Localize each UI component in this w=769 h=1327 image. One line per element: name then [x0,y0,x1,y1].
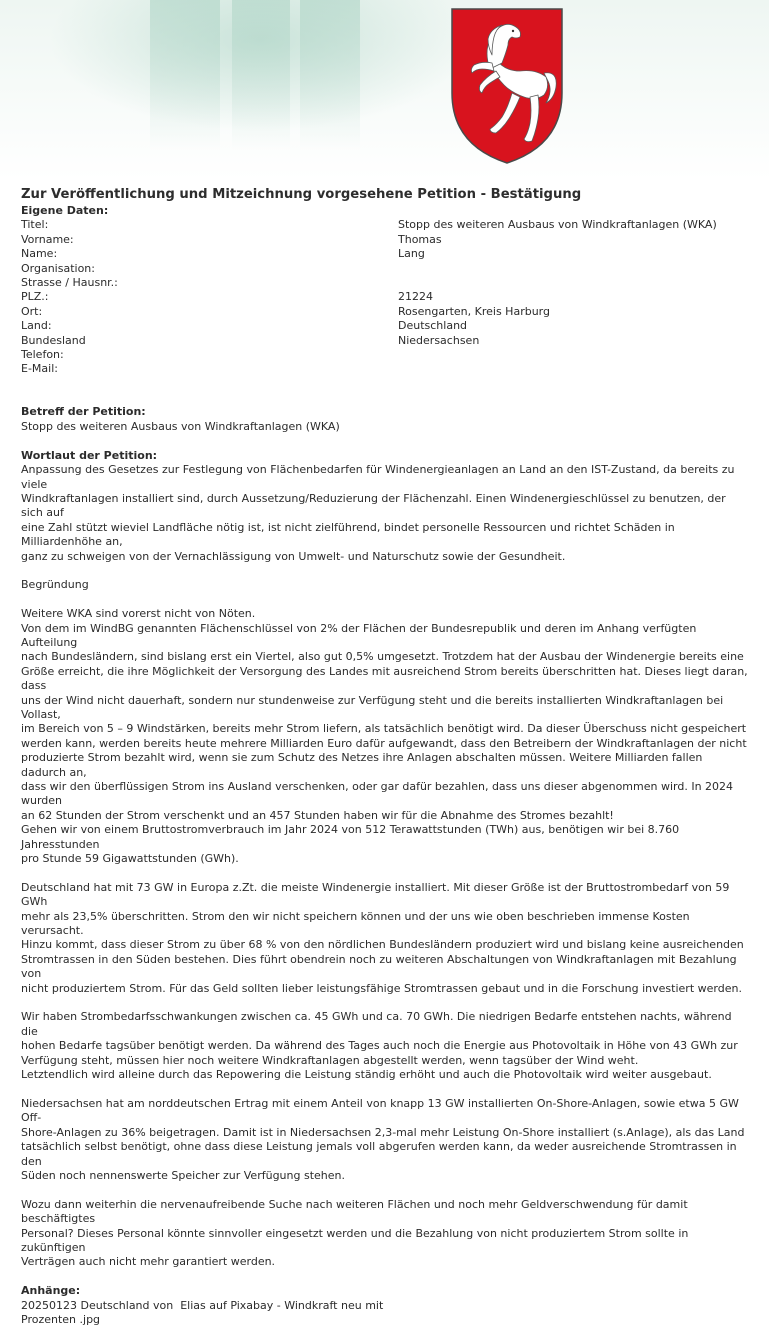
text-line: Wir haben Strombedarfsschwankungen zwischen ca. 45 GWh und ca. 70 GWh. Die niedrigen Bedarfe entstehen nachts, während die [21,1010,736,1038]
field-last-name [21,247,749,261]
text-line: im Bereich von 5 – 9 Windstärken, bereits mehr Strom liefern, als tatsächlich benötigt wird. Da dieser Überschuss nicht gespeichert [21,722,747,736]
text-line: tatsächlich selbst benötigt, ohne dass diese Leistung jemals voll abgerufen werden kann, da weder ausreichende Stromtrassen in den [21,1140,741,1168]
field-value: Niedersachsen [398,333,480,347]
text-line: Süden noch nennenswerte Speicher zur Verfügung stehen. [21,1168,345,1182]
field-value: 21224 [398,290,433,304]
subject-text: Stopp des weiteren Ausbaus von Windkraftanlagen (WKA) [21,419,340,433]
field-label: Name: [21,247,58,261]
text-line: Letztendlich wird alleine durch das Repowering die Leistung ständig erhöht und auch die Photovoltaik wird weiter ausgebaut. [21,1068,712,1082]
wording-intro [21,463,749,564]
text-line: ganz zu schweigen von der Vernachlässigung von Umwelt- und Naturschutz sowie der Gesundheit. [21,549,566,563]
own-data-heading: Eigene Daten: [21,204,109,217]
field-value: Lang [398,247,425,261]
field-title [21,218,749,232]
text-line: Größe erreicht, die ihre Möglichkeit der Versorgung des Landes mit ausreichend Strom bereits überschritten hat. Dieses liegt daran, dass [21,664,752,693]
banner-decoration [150,0,220,150]
field-label: Organisation: [21,261,95,275]
field-value [398,262,749,276]
text-line: Windkraftanlagen installiert sind, durch Aussetzung/Reduzierung der Flächenzahl. Einen Windenergieschlüssel zu benutzen, der sich auf [21,491,730,520]
text-line: uns der Wind nicht dauerhaft, sondern nur stundenweise zur Verfügung steht und die bereits installierten Windkraftanlagen bei Vollast, [21,693,727,721]
field-label: Telefon: [21,347,64,361]
text-line: Deutschland hat mit 73 GW in Europa z.Zt. die meiste Windenergie installiert. Mit dieser Größe ist der Bruttostrombedarf von 59 GWh [21,880,733,909]
text-line: Weitere WKA sind vorerst nicht von Nöten. [21,607,256,621]
text-line: Niedersachsen hat am norddeutschen Ertrag mit einem Anteil von knapp 13 GW installierten On-Shore-Anlagen, sowie etwa 5 GW Off- [21,1096,743,1125]
reason-paragraph-4 [21,1097,749,1183]
field-label: Vorname: [21,232,74,246]
field-label: Land: [21,319,52,333]
text-line: Von dem im WindBG genannten Flächenschlüssel von 2% der Flächen der Bundesrepublik und deren im Anhang verfügten Aufteilung [21,621,700,649]
field-country [21,319,749,333]
field-label: Titel: [21,218,49,232]
field-value: Thomas [398,232,442,246]
text-line: Verträgen auch nicht mehr garantiert werden. [21,1255,276,1269]
text-line: Gehen wir von einem Bruttostromverbrauch im Jahr 2024 von 512 Terawattstunden (TWh) aus, benötigen wir bei 8.760 Jahresstunden [21,823,683,851]
reason-paragraph-1 [21,607,752,866]
banner-decoration [300,0,360,150]
text-line: an 62 Stunden der Strom verschenkt und an 457 Stunden haben wir für die Abnahme des Stromes bezahlt! [21,808,614,822]
field-value: Deutschland [398,319,468,333]
text-line: Wozu dann weiterhin die nervenaufreibende Suche nach weiteren Flächen und noch mehr Geldverschwendung für damit beschäftigtes [21,1197,692,1226]
text-line: Stromtrassen in den Süden bestehen. Dies führt obendrein noch zu weiteren Abschaltungen von Windkraftanlagen mit Bezahlung von [21,952,741,981]
header-banner [0,0,769,180]
field-value [398,362,749,376]
subject-heading: Betreff der Petition: [21,405,146,419]
field-postcode [21,290,749,304]
page-title: Zur Veröffentlichung und Mitzeichnung vorgesehene Petition - Bestätigung [21,187,582,202]
field-city [21,305,749,319]
text-line: pro Stunde 59 Gigawattstunden (GWh). [21,852,239,866]
text-line: mehr als 23,5% überschritten. Strom den wir nicht speichern können und der uns wie oben beschrieben immense Kosten verursacht. [21,909,694,938]
text-line: dass wir den überflüssigen Strom ins Ausland verschenken, oder gar dafür bezahlen, dass uns dieser abgenommen wird. In 2024 wurden [21,780,737,808]
reason-label: Begründung [21,578,89,592]
banner-decoration [232,0,290,150]
field-label: Ort: [21,304,43,318]
field-value [398,348,749,362]
field-state [21,334,749,348]
text-line: nach Bundesländern, sind bislang erst ein Viertel, also gut 0,5% umgesetzt. Trotzdem hat der Ausbau der Windenergie bereits eine [21,650,744,664]
text-line: Personal? Dieses Personal könnte sinnvoller eingesetzt werden und die Bezahlung von nicht produziertem Strom sollte in zukünftigen [21,1226,692,1254]
text-line: Verfügung steht, müssen hier noch weitere Windkraftanlagen abgestellt werden, wenn tagsüber der Wind weht. [21,1053,639,1067]
reason-paragraph-2 [21,881,749,996]
wording-heading: Wortlaut der Petition: [21,448,158,462]
own-data-fields [21,218,749,376]
field-label: Strasse / Hausnr.: [21,275,118,289]
attachment-filename[interactable]: Prozenten .jpg [21,1312,101,1326]
text-line: hohen Bedarfe tagsüber benötigt werden. Da während des Tages auch noch die Energie aus Photovoltaik in Höhe von 43 GWh zur [21,1039,738,1053]
field-value: Rosengarten, Kreis Harburg [398,304,550,318]
attachments-heading: Anhänge: [21,1284,81,1298]
field-label: PLZ.: [21,290,49,304]
field-street [21,276,749,290]
field-organisation [21,262,749,276]
text-line: werden kann, werden bereits heute mehrere Milliarden Euro dafür aufgewandt, dass den Betreibern der Windkraftanlagen der nicht [21,736,747,750]
field-first-name [21,233,749,247]
petition-confirmation [21,186,752,1327]
text-line: eine Zahl stützt wieviel Landfläche nötig ist, ist nicht zielführend, bindet personelle Ressourcen und richtet Schäden in Milliardenhöhe an, [21,520,679,549]
text-line: Anpassung des Gesetzes zur Festlegung von Flächenbedarfen für Windenergieanlagen an Land an den IST-Zustand, da bereits zu viele [21,463,739,491]
field-email [21,362,749,376]
field-value [398,276,749,290]
field-phone [21,348,749,362]
reason-paragraph-3 [21,1010,749,1082]
attachment-item[interactable] [21,1299,749,1327]
coat-of-arms-lower-saxony [450,7,564,165]
text-line: Hinzu kommt, dass dieser Strom zu über 68 % von den nördlichen Bundesländern produziert wird und bislang keine ausreichenden [21,938,744,952]
field-value: Stopp des weiteren Ausbaus von Windkraftanlagen (WKA) [398,218,717,232]
text-line: nicht produziertem Strom. Für das Geld sollten lieber leistungsfähige Stromtrassen gebaut und in die Forschung investiert werden. [21,981,742,995]
field-label: E-Mail: [21,362,58,376]
text-line: Shore-Anlagen zu 36% beigetragen. Damit ist in Niedersachsen 2,3-mal mehr Leistung On-Shore installiert (s.Anlage), als das Land [21,1125,745,1139]
attachment-filename[interactable]: 20250123 Deutschland von Elias auf Pixabay - Windkraft neu mit [21,1298,384,1312]
field-label: Bundesland [21,333,86,347]
text-line: produzierte Strom bezahlt wird, wenn sie zum Schutz des Netzes ihre Anlagen abschalten müssen. Weitere Milliarden fallen dadurch an, [21,751,706,779]
reason-paragraph-5 [21,1198,749,1270]
